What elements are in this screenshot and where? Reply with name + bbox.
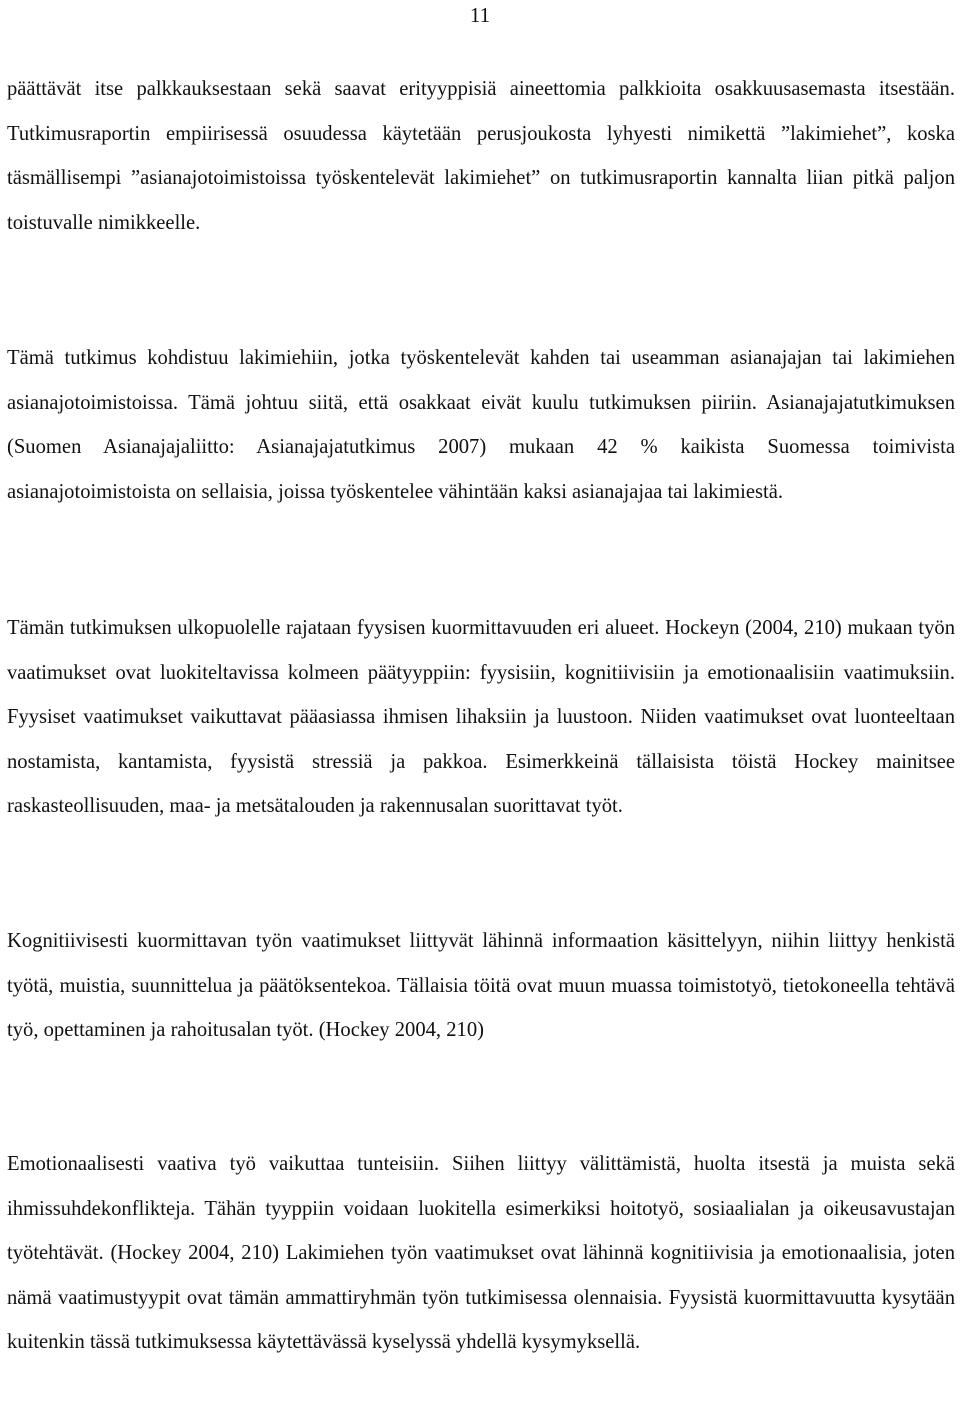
paragraph-1: päättävät itse palkkauksestaan sekä saavat erityyppisiä aineettomia palkkioita osakkuusasemasta itsestään. Tutkimusraportin empiirisessä osuudessa käytetään perusjoukosta lyhyesti nimikettä ”lakimiehet”, koska täsmällisempi ”asianajotoimistoissa työskentelevät lakimiehet” on tutkimusraportin kannalta liian pitkä paljon toistuvalle nimikkeelle. [7,78,955,234]
paragraph-5: Emotionaalisesti vaativa työ vaikuttaa tunteisiin. Siihen liittyy välittämistä, huolta itsestä ja muista sekä ihmissuhdekonflikteja. Tähän tyyppiin voidaan luokitella esimerkiksi hoitotyö, sosiaalialan ja oikeusavustajan työtehtävät. (Hockey 2004, 210) Lakimiehen työn vaatimukset ovat lähinnä kognitiivisia ja emotionaalisia, joten nämä vaatimustyypit ovat tämän ammattiryhmän työn tutkimisessa olennaisia. Fyysistä kuormittavuutta kysytään kuitenkin tässä tutkimuksessa käytettävässä kyselyssä yhdellä kysymyksellä. [7,1153,955,1354]
paragraph-2: Tämä tutkimus kohdistuu lakimiehiin, jotka työskentelevät kahden tai useamman asianajajan tai lakimiehen asianajotoimistoissa. Tämä johtuu siitä, että osakkaat eivät kuulu tutkimuksen piiriin. Asianajajatutkimuksen (Suomen Asianajajaliitto: Asianajajatutkimus 2007) mukaan 42 % kaikista Suomessa toimivista asianajotoimistoista on sellaisia, joissa työskentelee vähintään kaksi asianajajaa tai lakimiestä. [7,347,955,503]
paragraph-4: Kognitiivisesti kuormittavan työn vaatimukset liittyvät lähinnä informaation käsittelyyn, niihin liittyy henkistä työtä, muistia, suunnittelua ja päätöksentekoa. Tällaisia töitä ovat muun muassa toimistotyö, tietokoneella tehtävä työ, opettaminen ja rahoitusalan työt. (Hockey 2004, 210) [7,930,955,1042]
paragraph-3: Tämän tutkimuksen ulkopuolelle rajataan fyysisen kuormittavuuden eri alueet. Hockeyn (2004, 210) mukaan työn vaatimukset ovat luokiteltavissa kolmeen päätyyppiin: fyysisiin, kognitiivisiin ja emotionaalisiin vaatimuksiin. Fyysiset vaatimukset vaikuttavat pääasiassa ihmisen lihaksiin ja luustoon. Niiden vaatimukset ovat luonteeltaan nostamista, kantamista, fyysistä stressiä ja pakkoa. Esimerkkeinä tällaisista töistä Hockey mainitsee raskasteollisuuden, maa- ja metsätalouden ja rakennusalan suorittavat työt. [7,617,955,818]
page-number: 11 [469,3,491,27]
